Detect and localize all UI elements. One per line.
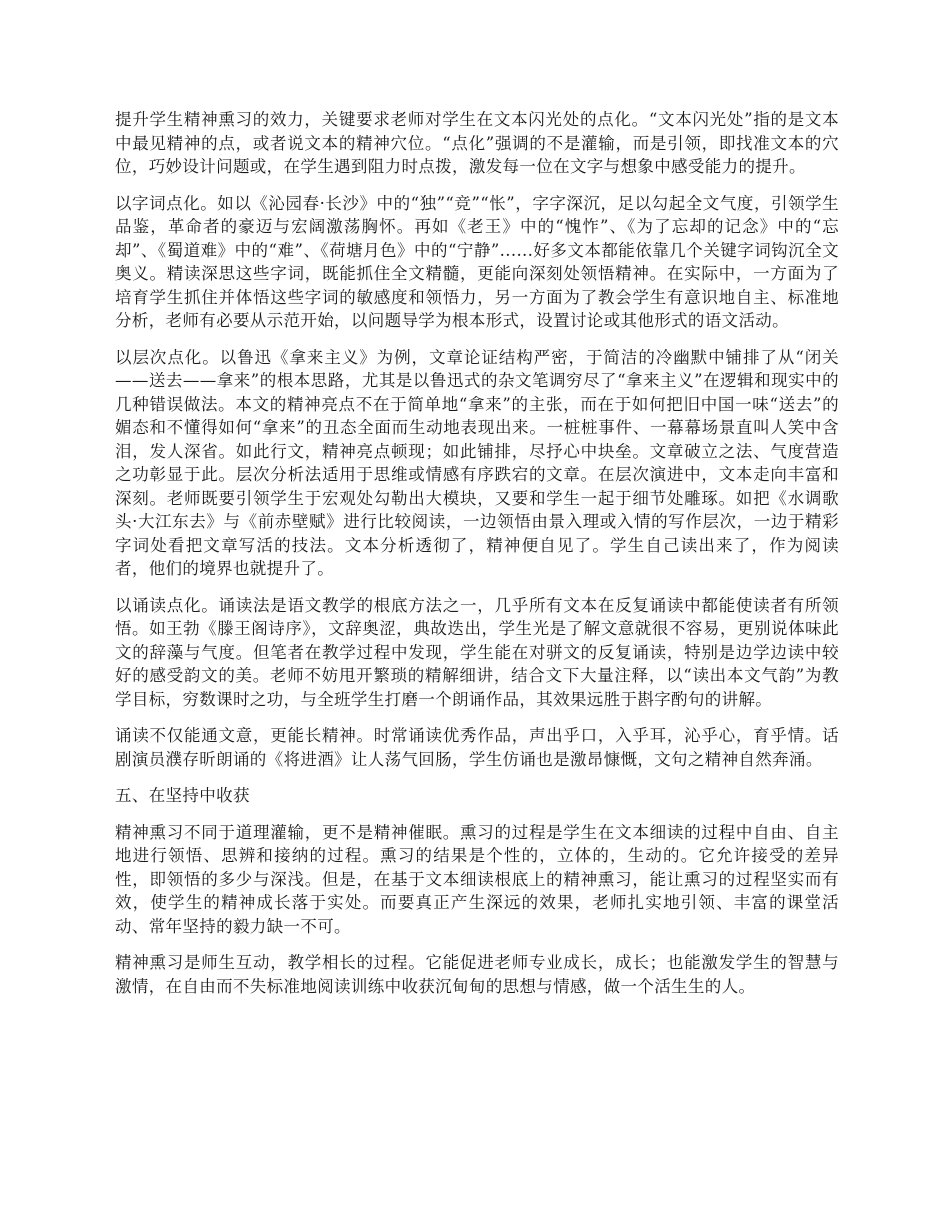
paragraph-persistence: 精神熏习不同于道理灌输，更不是精神催眠。熏习的过程是学生在文本细读的过程中自由、自主地进行领悟、思辨和接纳的过程。熏习的结果是个性的，立体的，生动的。它允许接受的差异性，即领悟的多少与深浅。但是，在基于文本细读根底上的精神熏习，能让熏习的过程坚实而有效，使学生的精神成长落于实处。而要真正产生深远的效果，老师扎实地引领、丰富的课堂活动、常年坚持的毅力缺一不可。 — [115, 822, 839, 936]
document-body — [115, 108, 839, 1011]
paragraph-word-enlightenment: 以字词点化。如以《沁园春·长沙》中的“独”“竞”“怅”，字字深沉，足以勾起全文气度，引领学生品鉴，革命者的豪迈与宏阔激荡胸怀。再如《老王》中的“愧怍”、《为了忘却的记念》中的“忘却”、《蜀道难》中的“难”、《荷塘月色》中的“宁静”......好多文本都能依靠几个关键字词钩沉全文奥义。精读深思这些字词，既能抓住全文精髓，更能向深刻处领悟精神。在实际中，一方面为了培育学生抓住并体悟这些字词的敏感度和领悟力，另一方面为了教会学生有意识地自主、标准地分析，老师有必要从示范开始，以问题导学为根本形式，设置讨论或其他形式的语文活动。 — [115, 193, 839, 330]
paragraph-structure-enlightenment: 以层次点化。以鲁迅《拿来主义》为例，文章论证结构严密，于简洁的冷幽默中铺排了从“闭关——送去——拿来”的根本思路，尤其是以鲁迅式的杂文笔调穷尽了“拿来主义”在逻辑和现实中的几种错误做法。本文的精神亮点不在于简单地“拿来”的主张，而在于如何把旧中国一味“送去”的媚态和不懂得如何“拿来”的丑态全面而生动地表现出来。一桩桩事件、一幕幕场景直叫人笑中含泪，发人深省。如此行文，精神亮点顿现；如此铺排，尽抒心中块垒。文章破立之法、气度营造之功彰显于此。层次分析法适用于思维或情感有序跌宕的文章。在层次演进中，文本走向丰富和深刻。老师既要引领学生于宏观处勾勒出大模块，又要和学生一起于细节处雕琢。如把《水调歌头·大江东去》与《前赤壁赋》进行比较阅读，一边领悟由景入理或入情的写作层次，一边于精彩字词处看把文章写活的技法。文本分析透彻了，精神便自见了。学生自己读出来了，作为阅读者，他们的境界也就提升了。 — [115, 347, 839, 578]
paragraph-recitation-enlightenment: 以诵读点化。诵读法是语文教学的根底方法之一，几乎所有文本在反复诵读中都能使读者有所领悟。如王勃《滕王阁诗序》，文辞奥涩，典故迭出，学生光是了解文意就很不容易，更别说体味此文的辞藻与气度。但笔者在教学过程中发现，学生能在对骈文的反复诵读，特别是边学边读中较好的感受韵文的美。老师不妨甩开繁琐的精解细讲，结合文下大量注释，以“读出本文气韵”为教学目标，穷数课时之功，与全班学生打磨一个朗诵作品，其效果远胜于斟字酌句的讲解。 — [115, 595, 839, 709]
paragraph-recitation-spirit: 诵读不仅能通文意，更能长精神。时常诵读优秀作品，声出乎口，入乎耳，沁乎心，育乎情。话剧演员濮存昕朗诵的《将进酒》让人荡气回肠，学生仿诵也是激昂慷慨，文句之精神自然奔涌。 — [115, 726, 839, 769]
paragraph-enlightenment-intro: 提升学生精神熏习的效力，关键要求老师对学生在文本闪光处的点化。“文本闪光处”指的是文本中最见精神的点，或者说文本的精神穴位。“点化”强调的不是灌输，而是引领，即找准文本的穴位，巧妙设计问题或，在学生遇到阻力时点拨，激发每一位在文字与想象中感受能力的提升。 — [115, 110, 839, 176]
section-heading: 五、在坚持中收获 — [115, 786, 250, 805]
paragraph-conclusion: 精神熏习是师生互动，教学相长的过程。它能促进老师专业成长，成长；也能激发学生的智慧与激情，在自由而不失标准地阅读训练中收获沉甸甸的思想与情感，做一个活生生的人。 — [115, 953, 839, 996]
